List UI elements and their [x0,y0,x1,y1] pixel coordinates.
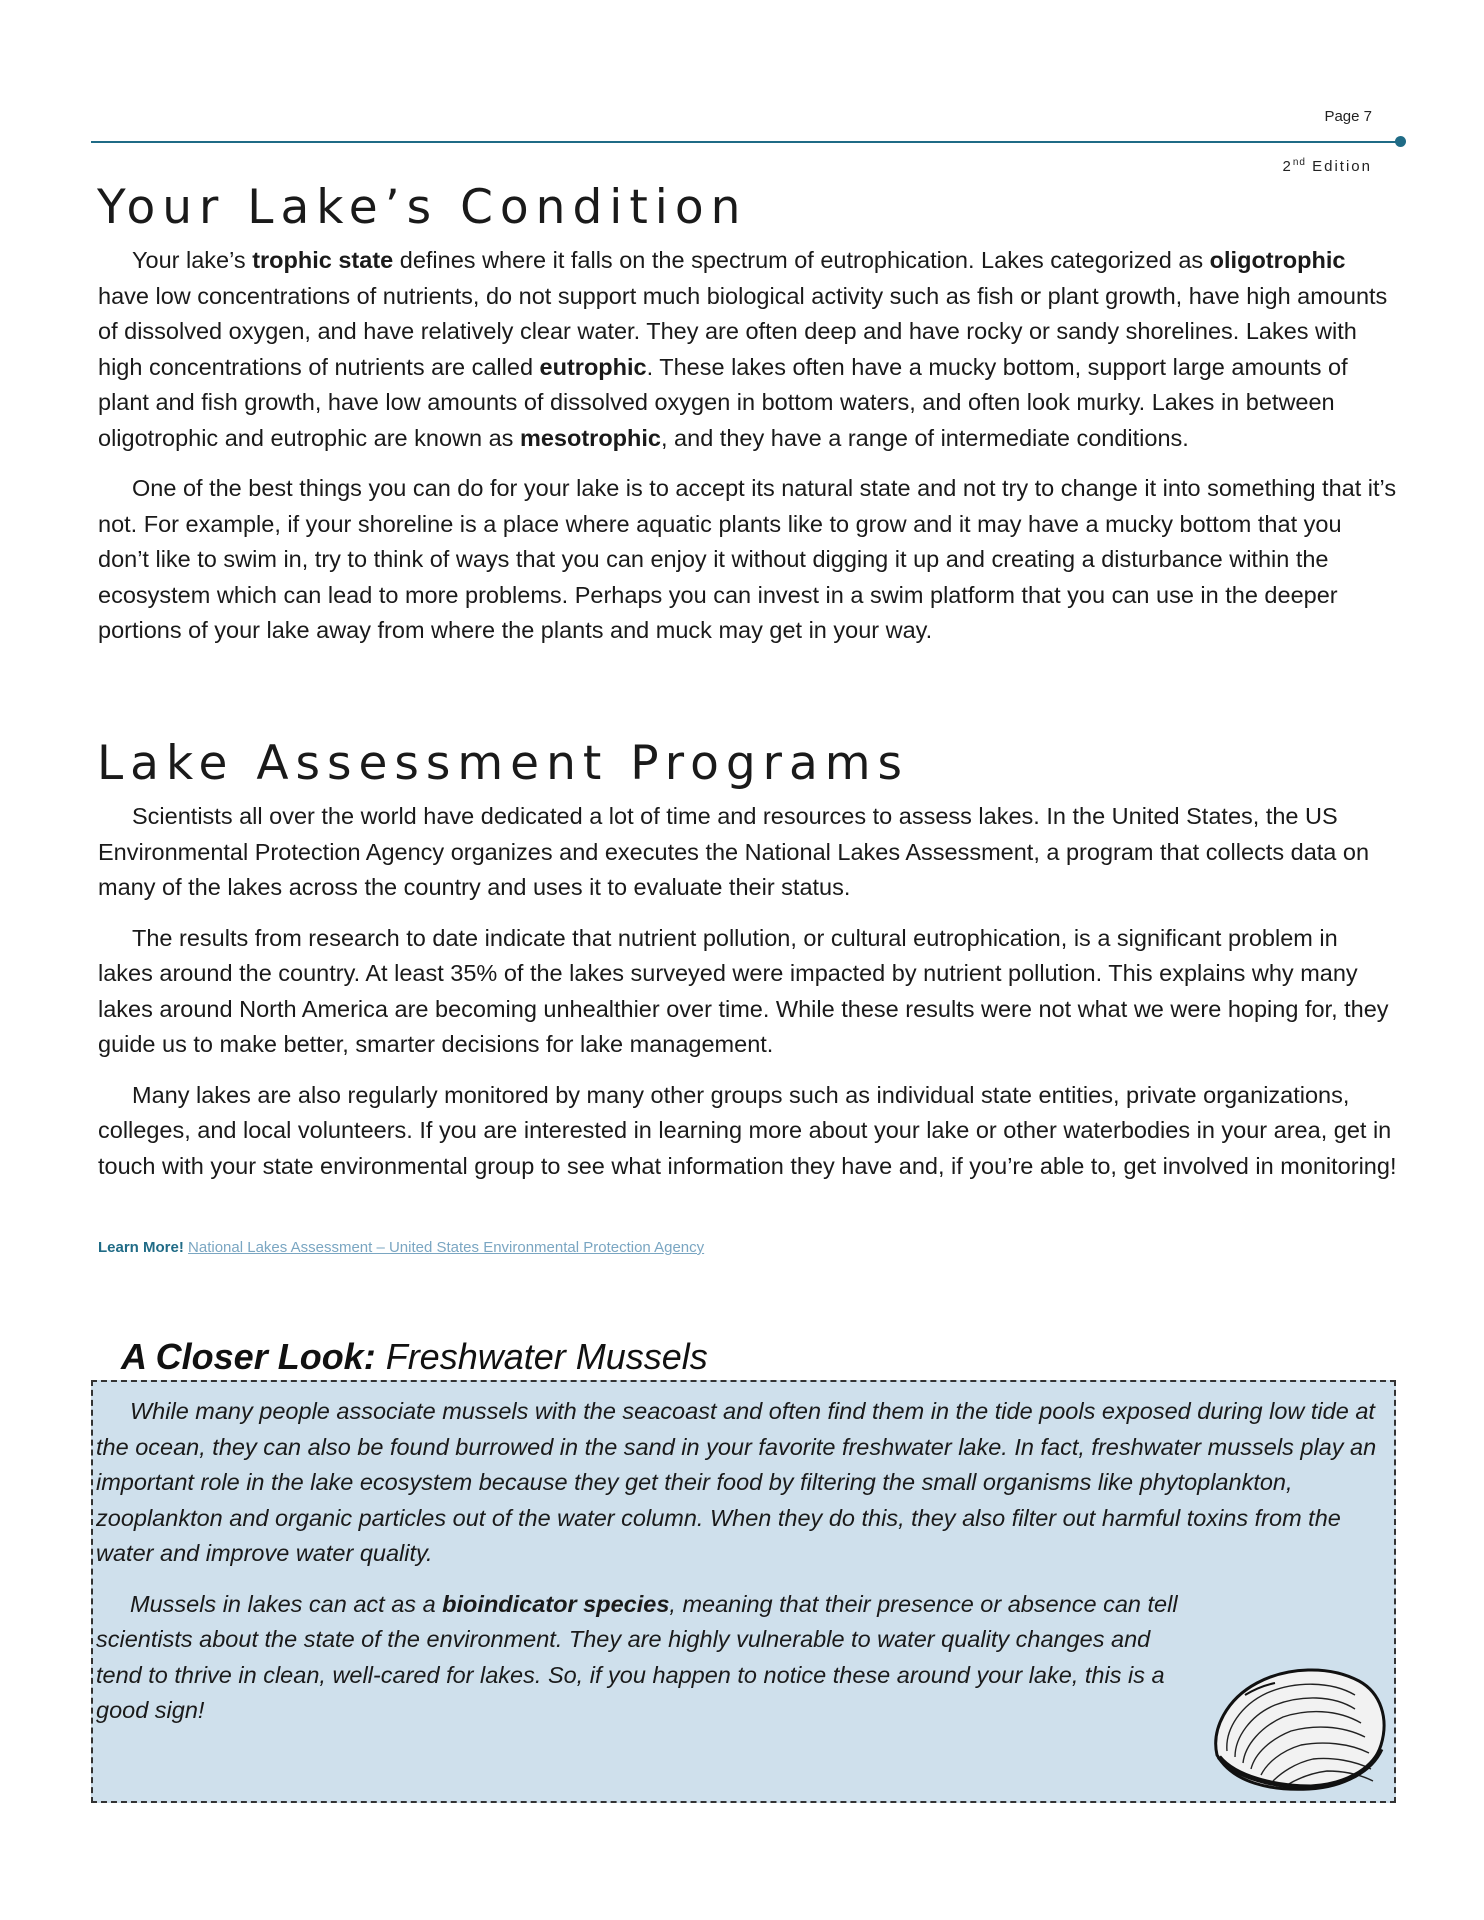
section-title-assessment-programs: Lake Assessment Programs [97,736,910,791]
edition-word: Edition [1312,158,1372,175]
text-run: , and they have a range of intermediate conditions. [661,424,1189,451]
closer-look-title-bold: A Closer Look: [121,1336,376,1377]
text-run: Your lake’s [132,247,253,273]
text-run: have low concentrations of nutrients, do not support much biological activity such as fish or plant growth, have high amounts of dissolved oxygen, and have relatively clear water. They are often deep and have rocky or sandy shorelines. Lakes with high concentrations of nutrients are called [98,282,1388,380]
learn-more-label: Learn More! [98,1239,184,1256]
closer-look-box [91,1380,1396,1803]
paragraph-monitoring: Many lakes are also regularly monitored by many other groups such as individual state entities, private organizations, colleges, and local volunteers. If you are interested in learning more about your lake or other waterbodies in your area, get in touch with your state environmental group to see what information they have and, if you’re able to, get involved in monitoring! [98,1081,1397,1179]
paragraph-bioindicator [96,1587,1196,1729]
paragraph-results: The results from research to date indicate that nutrient pollution, or cultural eutrophication, is a significant problem in lakes around the country. At least 35% of the lakes surveyed were impacted by nutrient pollution. This explains why many lakes around North America are becoming unhealthier over time. While these results were not what we were hoping for, they guide us to make better, smarter decisions for lake management. [98,924,1389,1057]
text-run: defines where it falls on the spectrum of eutrophication. Lakes categorized as [393,247,1210,273]
closer-look-title-rest: Freshwater Mussels [375,1336,708,1377]
text-run: , meaning that their presence or absence can tell scientists about the state of the environment. They are highly vulnerable to water quality changes and tend to thrive in clean, well-cared for lakes. So, if you happen to notice these around your lake, this is a good sign! [96,1590,1178,1723]
paragraph-trophic-state [98,243,1398,456]
text-run: . These lakes often have a mucky bottom, support large amounts of plant and fish growth, have low amounts of dissolved oxygen in bottom waters, and often look murky. Lakes in between oligotrophic and eutrophic are known as [98,353,1348,451]
paragraph-natural-state: One of the best things you can do for your lake is to accept its natural state and not try to change it into something that it’s not. For example, if your shoreline is a place where aquatic plants like to grow and it may have a mucky bottom that you don’t like to swim in, try to think of ways that you can enjoy it without digging it up and creating a disturbance within the ecosystem which can lead to more problems. Perhaps you can invest in a swim platform that you can use in the deeper portions of your lake away from where the plants and muck may get in your way. [98,475,1397,643]
mussel-shell-icon [1205,1659,1391,1795]
term-oligotrophic: oligotrophic [1209,247,1346,273]
page-number: Page 7 [1324,108,1372,125]
paragraph-mussels-intro: While many people associate mussels with the seacoast and often find them in the tide pools exposed during low tide at the ocean, they can also be found burrowed in the sand in your favorite freshwater lake. In fact, freshwater mussels play an important role in the lake ecosystem because they get their food by filtering the small organisms like phytoplankton, zooplankton and organic particles out of the water column. When they do this, they also filter out harmful toxins from the water and improve water quality. [96,1398,1377,1566]
edition-suffix: nd [1292,157,1306,168]
header-rule [91,141,1400,143]
paragraph-scientists: Scientists all over the world have dedicated a lot of time and resources to assess lakes. In the United States, the US Environmental Protection Agency organizes and executes the National Lakes Assessment, a program that collects data on many of the lakes across the country and uses it to evaluate their status. [98,803,1370,900]
text-run: Mussels in lakes can act as a [130,1590,443,1617]
section-assessment-programs [98,799,1398,1199]
term-mesotrophic: mesotrophic [519,424,661,451]
header-rule-dot [1395,136,1406,147]
closer-look-text [96,1394,1396,1744]
term-eutrophic: eutrophic [539,353,647,380]
closer-look-title [121,1336,708,1378]
edition-number: 2 [1282,158,1293,175]
learn-more-link[interactable]: National Lakes Assessment – United States Environmental Protection Agency [188,1239,705,1256]
section-lake-condition [98,243,1398,664]
section-title-lake-condition: Your Lake’s Condition [97,180,748,235]
edition-label [1282,157,1372,175]
learn-more [98,1239,704,1256]
term-bioindicator: bioindicator species [442,1590,670,1617]
term-trophic-state: trophic state [252,247,394,273]
